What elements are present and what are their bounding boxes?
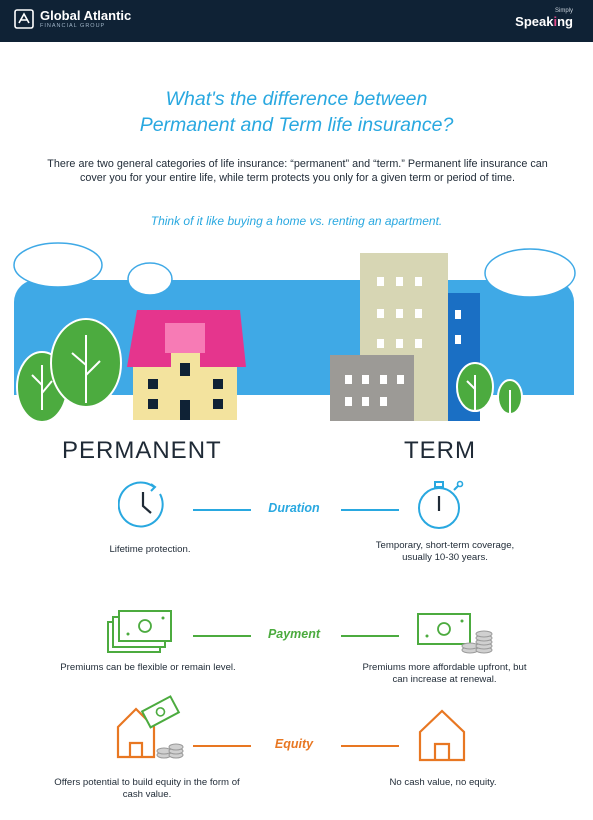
duration-line-right	[341, 509, 399, 511]
duration-term-text: Temporary, short-term coverage, usually 10-30 years.	[375, 540, 515, 563]
term-heading: TERM	[404, 437, 476, 464]
cash-coins-icon	[412, 606, 496, 656]
payment-line-right	[341, 635, 399, 637]
duration-permanent-text: Lifetime protection.	[109, 544, 191, 555]
series-logo	[515, 8, 573, 30]
stopwatch-icon	[413, 478, 467, 532]
house-cash-icon	[112, 693, 190, 761]
page-title	[0, 86, 593, 138]
brand-subtitle: FINANCIAL GROUP	[40, 23, 106, 29]
series-logo-top: Simply	[554, 8, 573, 14]
duration-label: Duration	[268, 501, 320, 515]
brand[interactable]	[14, 9, 131, 30]
intro-paragraph: There are two general categories of life insurance: “permanent” and “term.” Permanent life insurance can cover you for your entire life, while term protects you only for a given term or period of time.	[47, 158, 548, 184]
global-atlantic-logo-icon	[14, 9, 34, 29]
permanent-heading: PERMANENT	[62, 437, 222, 464]
equity-permanent-text: Offers potential to build equity in the form of cash value.	[54, 777, 240, 800]
brand-name: Global Atlantic	[40, 8, 132, 23]
cloud-right	[485, 249, 575, 297]
equity-line-right	[341, 745, 399, 747]
equity-term-text: No cash value, no equity.	[389, 777, 497, 788]
series-logo-part: Speak	[515, 14, 554, 29]
house-illustration	[127, 310, 246, 420]
series-logo-part: ng	[557, 14, 573, 29]
title-line-2: Permanent and Term life insurance?	[139, 114, 454, 136]
series-logo-main	[515, 14, 573, 29]
series-logo-accent: i	[553, 14, 558, 29]
payment-label: Payment	[267, 627, 321, 641]
clock-icon	[118, 480, 168, 530]
payment-permanent-text: Premiums can be flexible or remain level.	[60, 662, 236, 673]
house-vs-apartment-illustration	[0, 235, 593, 425]
equity-label: Equity	[274, 737, 314, 751]
house-outline-icon	[414, 706, 470, 762]
title-line-1: What's the difference between	[165, 88, 428, 110]
cash-stack-icon	[106, 606, 176, 656]
header-bar	[0, 0, 593, 42]
tagline: Think of it like buying a home vs. renting an apartment.	[150, 214, 443, 228]
payment-term-text: Premiums more affordable upfront, but can increase at renewal.	[362, 662, 527, 685]
